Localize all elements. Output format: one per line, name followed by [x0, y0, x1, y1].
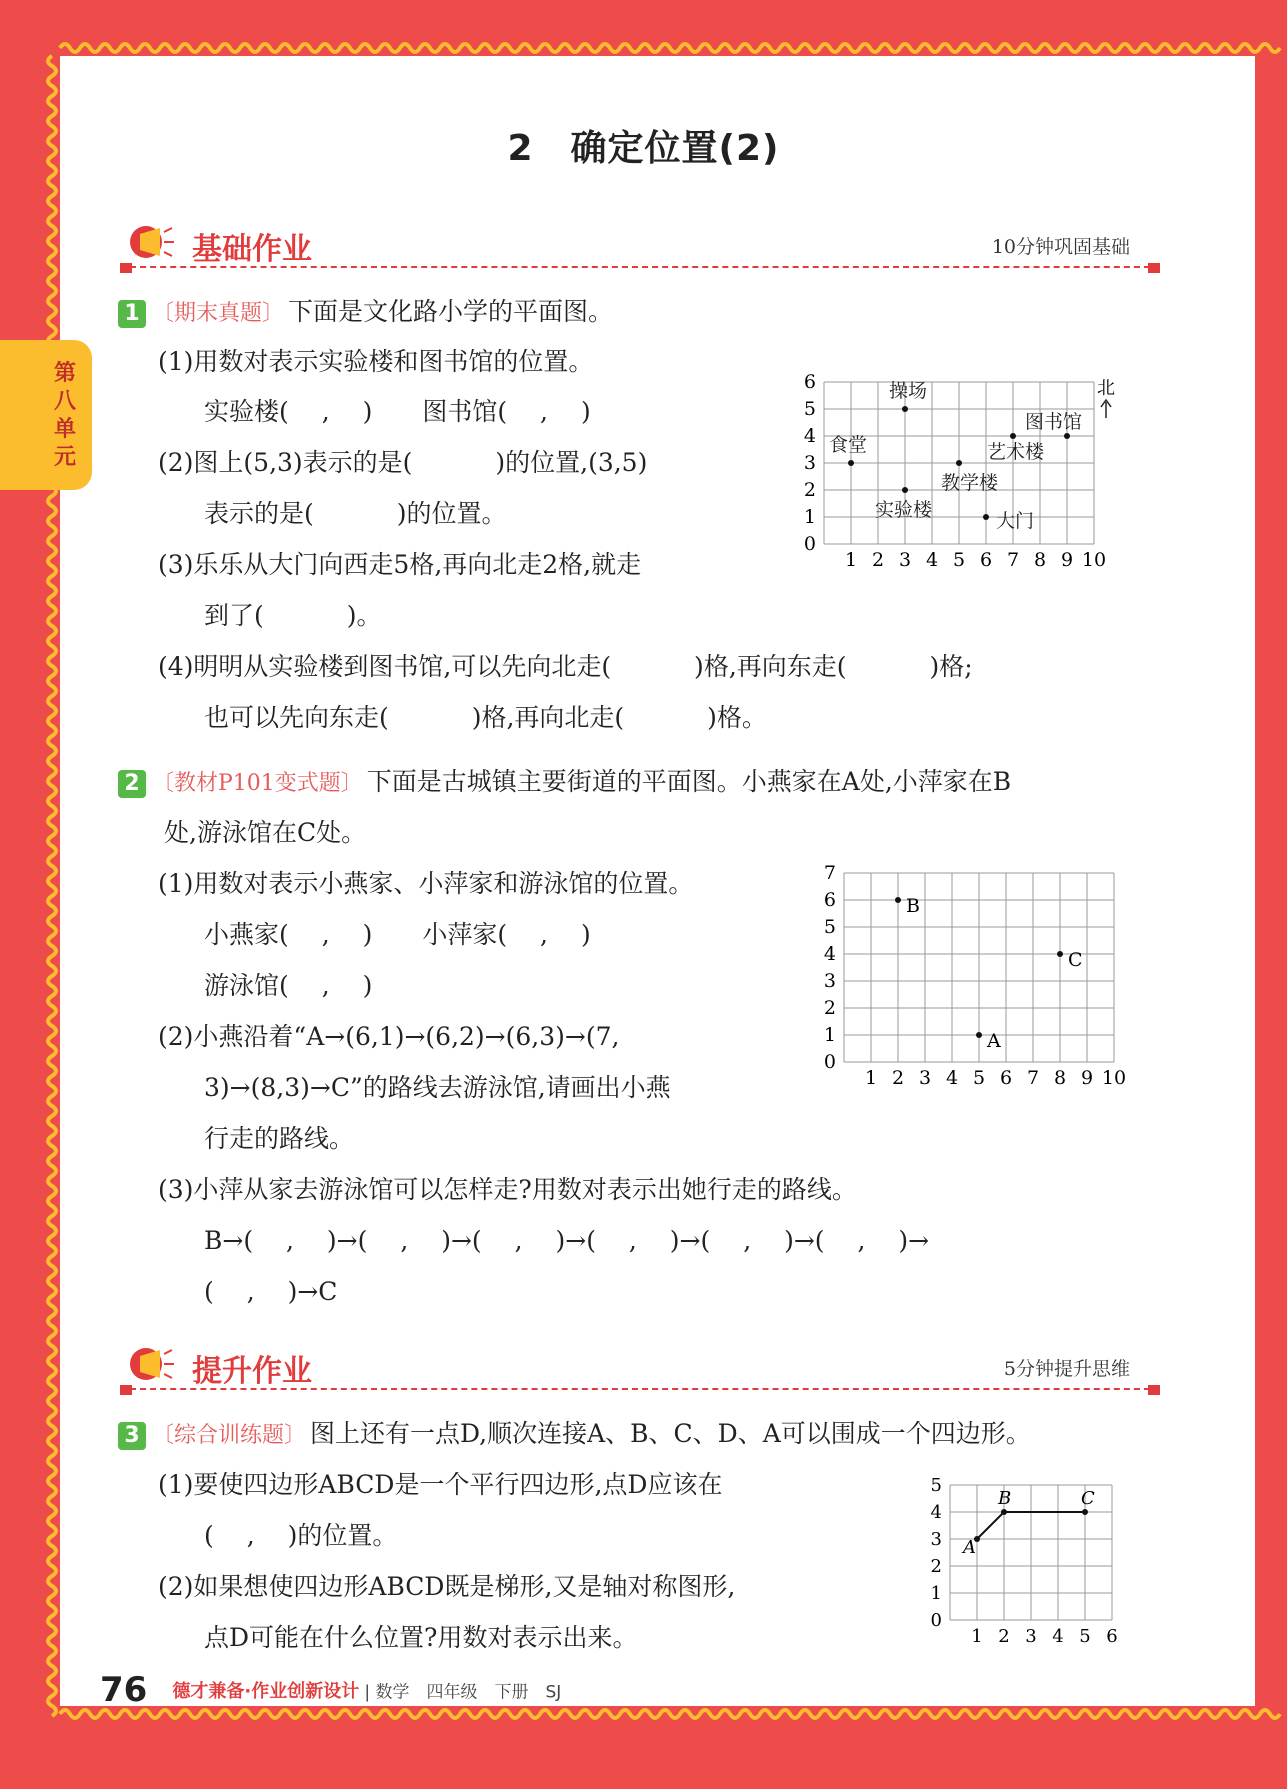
divider-cap-left — [120, 1385, 132, 1395]
point-label: B — [906, 895, 920, 917]
x-tick-label: 5 — [1079, 1626, 1091, 1647]
divider-cap-left — [120, 263, 132, 273]
y-tick-label: 1 — [823, 1024, 836, 1046]
y-tick-label: 1 — [930, 1583, 942, 1604]
megaphone-icon — [120, 1340, 180, 1390]
q1-line: (3)乐乐从大门向西走5格,再向北走2格,就走 — [158, 550, 642, 579]
book-info: | 数学 四年级 下册 SJ — [364, 1682, 562, 1703]
chart-town-map — [820, 862, 1150, 1092]
x-tick-label: 9 — [1060, 549, 1074, 571]
data-point — [902, 487, 908, 493]
x-tick-label: 10 — [1081, 549, 1107, 571]
q2-line: 小燕家( , ) 小萍家( , ) — [204, 920, 591, 949]
q3-line: 点D可能在什么位置?用数对表示出来。 — [204, 1623, 638, 1652]
y-tick-label: 4 — [823, 943, 836, 965]
q2-line: 3)→(8,3)→C”的路线去游泳馆,请画出小燕 — [204, 1073, 671, 1102]
y-tick-label: 0 — [930, 1610, 942, 1631]
q1-line: 实验楼( , ) 图书馆( , ) — [204, 397, 591, 426]
x-tick-label: 4 — [1052, 1626, 1064, 1647]
y-tick-label: 2 — [823, 997, 836, 1019]
q2-tag: 〔教材P101变式题〕 — [152, 771, 363, 796]
x-tick-label: 5 — [952, 549, 966, 571]
data-point — [956, 460, 962, 466]
x-tick-label: 1 — [844, 549, 858, 571]
y-tick-label: 0 — [823, 1051, 836, 1073]
y-tick-label: 5 — [823, 916, 836, 938]
q2-line: ( , )→C — [204, 1277, 338, 1306]
q3-stem-text: 图上还有一点D,顺次连接A、B、C、D、A可以围成一个四边形。 — [310, 1419, 1031, 1448]
point-label: 艺术楼 — [987, 441, 1045, 463]
x-tick-label: 8 — [1053, 1067, 1067, 1089]
x-tick-label: 2 — [998, 1626, 1010, 1647]
q1-line: (1)用数对表示实验楼和图书馆的位置。 — [158, 347, 594, 376]
y-tick-label: 3 — [930, 1529, 942, 1550]
data-point — [1001, 1509, 1007, 1515]
y-tick-label: 3 — [823, 970, 836, 992]
page-number: 76 — [100, 1670, 148, 1710]
q3-line: ( , )的位置。 — [204, 1521, 398, 1550]
data-point — [1010, 433, 1016, 439]
x-tick-label: 10 — [1101, 1067, 1127, 1089]
point-label: B — [998, 1488, 1012, 1509]
x-tick-label: 1 — [971, 1626, 983, 1647]
q2-line: (1)用数对表示小燕家、小萍家和游泳馆的位置。 — [158, 869, 694, 898]
x-tick-label: 6 — [1106, 1626, 1118, 1647]
q3-line: (1)要使四边形ABCD是一个平行四边形,点D应该在 — [158, 1470, 723, 1499]
q1-stem — [118, 292, 613, 328]
q3-line: (2)如果想使四边形ABCD既是梯形,又是轴对称图形, — [158, 1572, 736, 1601]
section-label: 基础作业 — [192, 232, 312, 267]
y-tick-label: 2 — [803, 479, 816, 501]
q3-tag: 〔综合训练题〕 — [152, 1423, 307, 1448]
q1-line: (2)图上(5,3)表示的是( )的位置,(3,5) — [158, 448, 648, 477]
section-basic-header — [120, 218, 1160, 268]
x-tick-label: 7 — [1026, 1067, 1040, 1089]
point-label: C — [1081, 1488, 1095, 1509]
y-tick-label: 5 — [930, 1475, 942, 1496]
q3-badge: 3 — [118, 1422, 146, 1450]
data-point — [848, 460, 854, 466]
x-tick-label: 8 — [1033, 549, 1047, 571]
x-tick-label: 3 — [898, 549, 912, 571]
unit-tab — [0, 340, 92, 490]
unit-tab-label: 第八单元 — [53, 361, 76, 470]
data-point — [1064, 433, 1070, 439]
x-tick-label: 6 — [999, 1067, 1013, 1089]
q2-line: 游泳馆( , ) — [204, 971, 373, 1000]
page-footer — [100, 1670, 561, 1710]
data-point — [976, 1032, 982, 1038]
x-tick-label: 3 — [918, 1067, 932, 1089]
q1-stem-text: 下面是文化路小学的平面图。 — [288, 297, 614, 326]
q2-stem — [118, 762, 1011, 798]
x-tick-label: 2 — [891, 1067, 905, 1089]
point-label: 教学楼 — [941, 472, 999, 494]
q1-line: (4)明明从实验楼到图书馆,可以先向北走( )格,再向东走( )格; — [158, 652, 973, 681]
section-label: 提升作业 — [192, 1354, 312, 1389]
compass-label: 北 — [1097, 378, 1115, 399]
dash-divider — [120, 266, 1160, 268]
page-title: 2 确定位置(2) — [507, 128, 780, 169]
y-tick-label: 6 — [803, 371, 816, 393]
y-tick-label: 4 — [803, 425, 816, 447]
chart-school-map — [800, 370, 1130, 580]
point-label: 实验楼 — [875, 499, 933, 521]
point-label: A — [963, 1537, 976, 1558]
x-tick-label: 2 — [871, 549, 885, 571]
q1-line: 到了( )。 — [204, 601, 382, 630]
q1-badge: 1 — [118, 300, 146, 328]
q2-line: 行走的路线。 — [204, 1124, 355, 1153]
data-point — [1057, 951, 1063, 957]
divider-cap-right — [1148, 263, 1160, 273]
data-point — [1082, 1509, 1088, 1515]
divider-cap-right — [1148, 1385, 1160, 1395]
q1-line: 也可以先向东走( )格,再向北走( )格。 — [204, 703, 767, 732]
x-tick-label: 4 — [925, 549, 939, 571]
megaphone-icon — [120, 218, 180, 268]
q2-stem-text: 下面是古城镇主要街道的平面图。小燕家在A处,小萍家在B — [366, 767, 1012, 796]
point-label: C — [1068, 949, 1083, 971]
x-tick-label: 9 — [1080, 1067, 1094, 1089]
chart-quadrilateral — [920, 1472, 1120, 1652]
q2-stem-cont: 处,游泳馆在C处。 — [164, 818, 367, 847]
data-point — [902, 406, 908, 412]
y-tick-label: 3 — [803, 452, 816, 474]
y-tick-label: 7 — [823, 862, 836, 884]
q2-line: B→( , )→( , )→( , )→( , )→( , )→( , )→ — [204, 1226, 930, 1255]
point-label: 食堂 — [829, 434, 868, 456]
x-tick-label: 4 — [945, 1067, 959, 1089]
dash-divider — [120, 1388, 1160, 1390]
data-point — [895, 897, 901, 903]
q1-tag: 〔期末真题〕 — [152, 301, 285, 326]
data-point — [983, 514, 989, 520]
x-tick-label: 1 — [864, 1067, 878, 1089]
q2-line: (2)小燕沿着“A→(6,1)→(6,2)→(6,3)→(7, — [158, 1022, 620, 1051]
y-tick-label: 5 — [803, 398, 816, 420]
x-tick-label: 6 — [979, 549, 993, 571]
q3-stem — [118, 1414, 1031, 1450]
y-tick-label: 0 — [803, 533, 816, 555]
y-tick-label: 2 — [930, 1556, 942, 1577]
section-hint: 5分钟提升思维 — [1003, 1358, 1130, 1380]
y-tick-label: 4 — [930, 1502, 942, 1523]
y-tick-label: 1 — [803, 506, 816, 528]
x-tick-label: 5 — [972, 1067, 986, 1089]
q1-line: 表示的是( )的位置。 — [204, 499, 507, 528]
q2-line: (3)小萍从家去游泳馆可以怎样走?用数对表示出她行走的路线。 — [158, 1175, 857, 1204]
x-tick-label: 7 — [1006, 549, 1020, 571]
publisher-name: 德才兼备·作业创新设计 — [172, 1681, 360, 1702]
point-label: 大门 — [996, 510, 1035, 532]
section-hint: 10分钟巩固基础 — [991, 236, 1130, 258]
point-label: 操场 — [889, 380, 928, 402]
x-tick-label: 3 — [1025, 1626, 1037, 1647]
point-label: 图书馆 — [1025, 411, 1083, 433]
y-tick-label: 6 — [823, 889, 836, 911]
section-advanced-header — [120, 1340, 1160, 1390]
q2-badge: 2 — [118, 770, 146, 798]
point-label: A — [987, 1030, 1001, 1052]
